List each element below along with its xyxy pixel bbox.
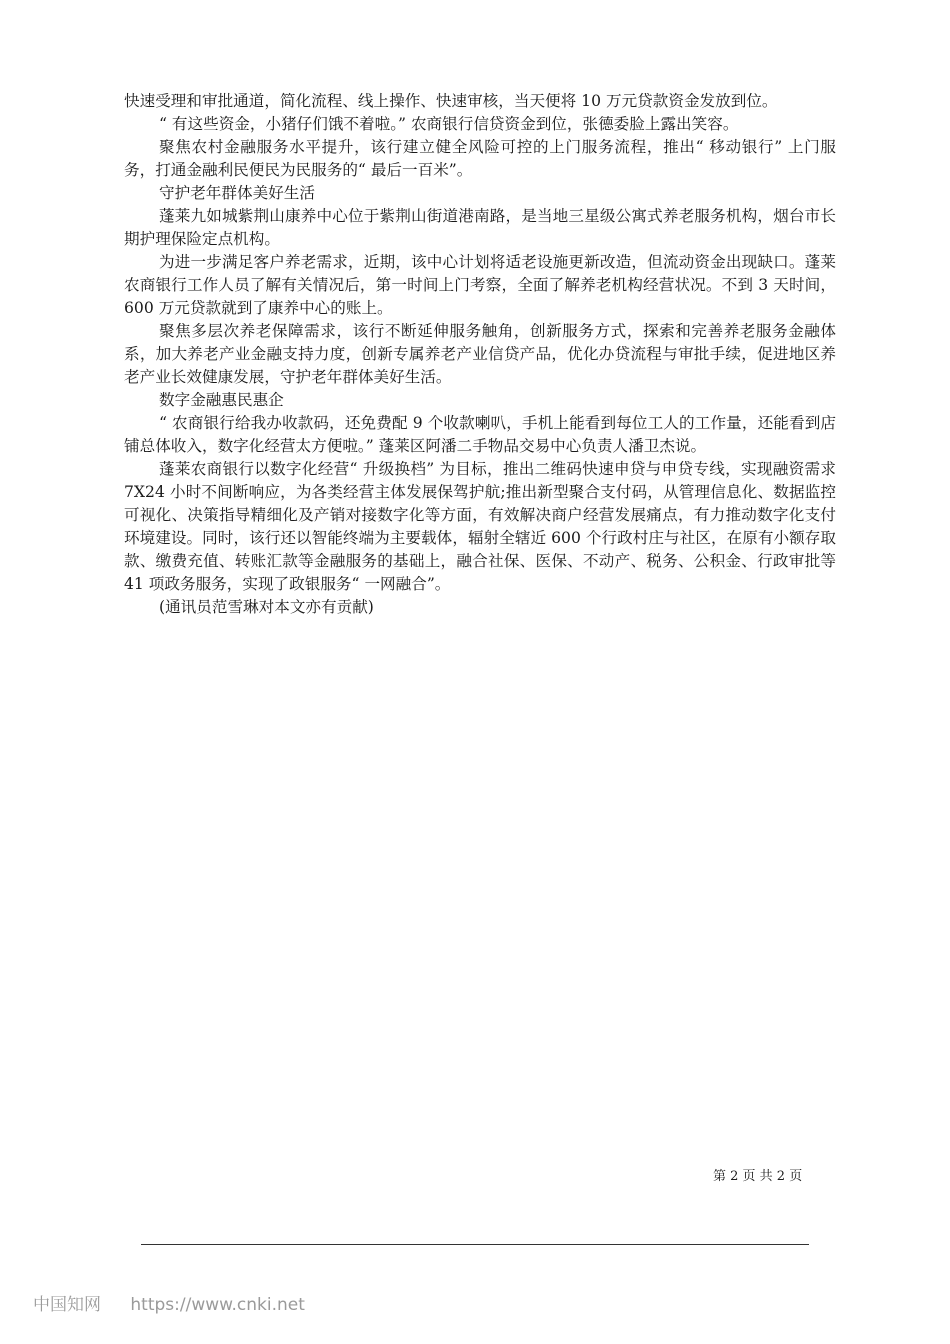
section-heading: 数字金融惠民惠企 [159,391,284,409]
page-number: 第 2 页 共 2 页 [713,1169,803,1184]
paragraph: 蓬莱农商银行以数字化经营“ 升级换档” 为目标，推出二维码快速申贷与申贷专线，实现融资需求 7X24 小时不间断响应，为各类经营主体发展保驾护航;推出新型聚合支付码，从管理信息化、数据监控可视化、决策指导精细化及产销对接数字化等方面，有效解决商户经营发展痛点，有力推动数字化支付环境建设。同时，该行还以智能终端为主要载体，辐射全辖近 600 个行政村庄与社区，在原有小额存取款、缴费充值、转账汇款等金融服务的基础上，融合社保、医保、不动产、税务、公积金、行政审批等 41 项政务服务，实现了政银服务“ 一网融合”。 [124,460,836,593]
watermark-url: https://www.cnki.net [130,1295,305,1315]
paragraph: 聚焦农村金融服务水平提升，该行建立健全风险可控的上门服务流程，推出“ 移动银行” 上门服务，打通金融利民便民为民服务的“ 最后一百米”。 [124,138,836,179]
paragraph: “ 有这些资金，小猪仔们饿不着啦。” 农商银行信贷资金到位，张德委脸上露出笑容。 [159,115,739,133]
footer-divider [141,1244,809,1245]
paragraph: “ 农商银行给我办收款码，还免费配 9 个收款喇叭，手机上能看到每位工人的工作量，还能看到店铺总体收入，数字化经营太方便啦。” 蓬莱区阿潘二手物品交易中心负责人潘卫杰说。 [124,414,836,455]
paragraph: 为进一步满足客户养老需求，近期，该中心计划将适老设施更新改造，但流动资金出现缺口。蓬莱农商银行工作人员了解有关情况后，第一时间上门考察，全面了解养老机构经营状况。不到 3 天时间，600 万元贷款就到了康养中心的账上。 [124,253,836,317]
article-body [124,90,836,619]
cnki-watermark [33,1293,305,1317]
paragraph: 蓬莱九如城紫荆山康养中心位于紫荆山街道港南路，是当地三星级公寓式养老服务机构，烟台市长期护理保险定点机构。 [124,207,836,248]
contributor-note: (通讯员范雪琳对本文亦有贡献) [159,598,374,616]
paragraph: 快速受理和审批通道，简化流程、线上操作、快速审核，当天便将 10 万元贷款资金发放到位。 [124,92,778,110]
section-heading: 守护老年群体美好生活 [159,184,315,202]
paragraph: 聚焦多层次养老保障需求，该行不断延伸服务触角，创新服务方式，探索和完善养老服务金融体系，加大养老产业金融支持力度，创新专属养老产业信贷产品，优化办贷流程与审批手续，促进地区养老产业长效健康发展，守护老年群体美好生活。 [124,322,836,386]
watermark-brand: 中国知网 [33,1295,101,1315]
